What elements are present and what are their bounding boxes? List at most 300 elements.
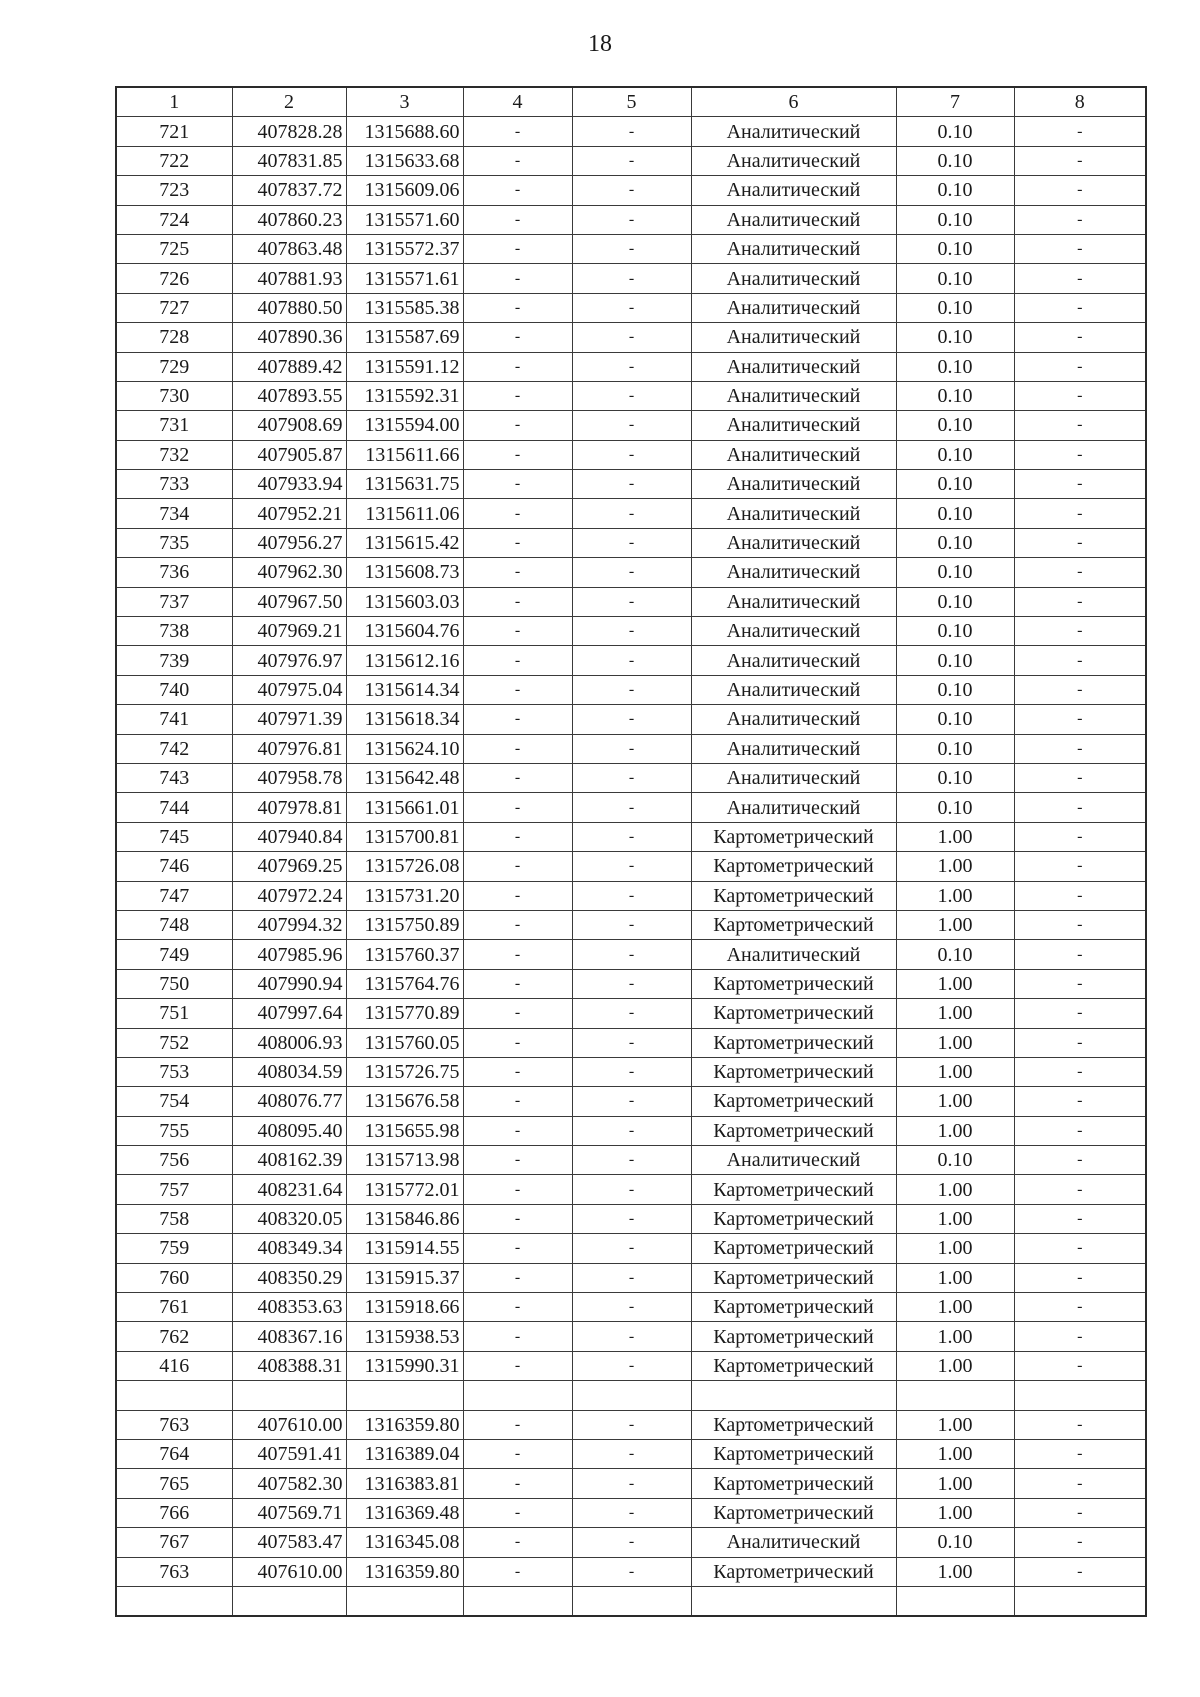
cell-point-number: 729: [116, 352, 232, 381]
cell-y-coordinate: 1315624.10: [346, 734, 463, 763]
cell-accuracy: 0.10: [896, 646, 1014, 675]
cell-y-coordinate: 1315608.73: [346, 558, 463, 587]
cell-point-number: 761: [116, 1293, 232, 1322]
cell-col-5: -: [572, 793, 691, 822]
cell-col-4: -: [463, 1087, 572, 1116]
cell-point-number: 722: [116, 146, 232, 175]
table-row: [116, 910, 1146, 939]
cell-x-coordinate: 407997.64: [232, 999, 346, 1028]
cell-x-coordinate: 408006.93: [232, 1028, 346, 1057]
cell-method: Аналитический: [691, 940, 896, 969]
cell-accuracy: 1.00: [896, 1116, 1014, 1145]
cell-accuracy: 1.00: [896, 852, 1014, 881]
cell-method: Картометрический: [691, 881, 896, 910]
cell-x-coordinate: 407837.72: [232, 176, 346, 205]
cell-point-number: 759: [116, 1234, 232, 1263]
cell-method: Картометрический: [691, 1439, 896, 1468]
cell-col-4: -: [463, 176, 572, 205]
cell-point-number: 748: [116, 910, 232, 939]
table-row: [116, 852, 1146, 881]
cell-col-5: -: [572, 264, 691, 293]
cell-method: Аналитический: [691, 146, 896, 175]
cell-accuracy: 0.10: [896, 587, 1014, 616]
cell-col-4: -: [463, 440, 572, 469]
table-row: [116, 969, 1146, 998]
cell-col-8: -: [1014, 411, 1146, 440]
cell-point-number: 736: [116, 558, 232, 587]
cell-col-4: -: [463, 234, 572, 263]
cell-col-5: -: [572, 1028, 691, 1057]
cell-y-coordinate: 1315846.86: [346, 1204, 463, 1233]
cell-y-coordinate: 1315611.06: [346, 499, 463, 528]
table-row: [116, 352, 1146, 381]
cell-col-4: -: [463, 323, 572, 352]
cell-col-5: -: [572, 1469, 691, 1498]
cell-x-coordinate: 408162.39: [232, 1146, 346, 1175]
cell-y-coordinate: 1315676.58: [346, 1087, 463, 1116]
cell-col-5: -: [572, 881, 691, 910]
cell-point-number: 724: [116, 205, 232, 234]
cell-col-4: -: [463, 793, 572, 822]
cell-point-number: 738: [116, 617, 232, 646]
cell-col-4: -: [463, 822, 572, 851]
cell-point-number: 766: [116, 1498, 232, 1527]
cell-col-5: [572, 1381, 691, 1410]
cell-col-4: -: [463, 293, 572, 322]
cell-x-coordinate: 408034.59: [232, 1057, 346, 1086]
cell-point-number: 739: [116, 646, 232, 675]
cell-col-4: -: [463, 1146, 572, 1175]
cell-method: Аналитический: [691, 1146, 896, 1175]
cell-accuracy: 0.10: [896, 499, 1014, 528]
cell-x-coordinate: 407990.94: [232, 969, 346, 998]
cell-point-number: 764: [116, 1439, 232, 1468]
coordinates-table: [115, 86, 1147, 1617]
cell-y-coordinate: 1315914.55: [346, 1234, 463, 1263]
table-row: [116, 1146, 1146, 1175]
table-row: [116, 440, 1146, 469]
cell-y-coordinate: 1315585.38: [346, 293, 463, 322]
cell-method: Аналитический: [691, 381, 896, 410]
table-header: [116, 87, 1146, 117]
cell-x-coordinate: 408388.31: [232, 1351, 346, 1380]
cell-method: Аналитический: [691, 705, 896, 734]
cell-accuracy: 0.10: [896, 352, 1014, 381]
table-row: [116, 176, 1146, 205]
cell-col-4: -: [463, 940, 572, 969]
cell-col-5: -: [572, 1498, 691, 1527]
cell-accuracy: 1.00: [896, 1439, 1014, 1468]
cell-col-5: -: [572, 323, 691, 352]
table-row: [116, 881, 1146, 910]
cell-col-4: -: [463, 763, 572, 792]
cell-col-4: -: [463, 587, 572, 616]
cell-accuracy: 0.10: [896, 705, 1014, 734]
cell-x-coordinate: 407890.36: [232, 323, 346, 352]
cell-col-8: -: [1014, 528, 1146, 557]
cell-y-coordinate: 1315915.37: [346, 1263, 463, 1292]
cell-method: Аналитический: [691, 293, 896, 322]
cell-col-8: -: [1014, 323, 1146, 352]
cell-col-5: -: [572, 352, 691, 381]
cell-x-coordinate: 407994.32: [232, 910, 346, 939]
cell-accuracy: 0.10: [896, 146, 1014, 175]
cell-point-number: 751: [116, 999, 232, 1028]
cell-accuracy: 1.00: [896, 822, 1014, 851]
cell-point-number: 745: [116, 822, 232, 851]
cell-point-number: 763: [116, 1557, 232, 1586]
cell-accuracy: 1.00: [896, 1087, 1014, 1116]
cell-col-8: -: [1014, 1263, 1146, 1292]
cell-accuracy: 1.00: [896, 969, 1014, 998]
cell-col-8: -: [1014, 205, 1146, 234]
cell-y-coordinate: 1315726.75: [346, 1057, 463, 1086]
cell-x-coordinate: 407956.27: [232, 528, 346, 557]
cell-point-number: 416: [116, 1351, 232, 1380]
cell-point-number: 749: [116, 940, 232, 969]
table-row: [116, 705, 1146, 734]
cell-col-5: -: [572, 470, 691, 499]
cell-col-8: [1014, 1381, 1146, 1410]
cell-col-5: -: [572, 646, 691, 675]
cell-y-coordinate: 1315760.05: [346, 1028, 463, 1057]
cell-col-5: -: [572, 1322, 691, 1351]
cell-y-coordinate: 1315726.08: [346, 852, 463, 881]
cell-col-8: -: [1014, 1057, 1146, 1086]
table-row: [116, 558, 1146, 587]
cell-x-coordinate: 407905.87: [232, 440, 346, 469]
cell-method: Картометрический: [691, 1234, 896, 1263]
cell-col-8: -: [1014, 499, 1146, 528]
cell-accuracy: 0.10: [896, 293, 1014, 322]
table-row: [116, 264, 1146, 293]
table-row: [116, 528, 1146, 557]
table-row: [116, 381, 1146, 410]
cell-accuracy: 0.10: [896, 763, 1014, 792]
cell-point-number: 727: [116, 293, 232, 322]
cell-col-8: [1014, 1586, 1146, 1616]
cell-col-4: -: [463, 1439, 572, 1468]
cell-x-coordinate: 407582.30: [232, 1469, 346, 1498]
cell-col-8: -: [1014, 470, 1146, 499]
cell-method: Картометрический: [691, 1410, 896, 1439]
cell-col-4: -: [463, 1469, 572, 1498]
table-row: [116, 1057, 1146, 1086]
cell-accuracy: 1.00: [896, 1322, 1014, 1351]
cell-point-number: 756: [116, 1146, 232, 1175]
cell-accuracy: 0.10: [896, 470, 1014, 499]
cell-col-8: -: [1014, 617, 1146, 646]
cell-point-number: 732: [116, 440, 232, 469]
cell-accuracy: 1.00: [896, 1410, 1014, 1439]
cell-x-coordinate: 408320.05: [232, 1204, 346, 1233]
cell-col-8: -: [1014, 264, 1146, 293]
cell-x-coordinate: 407958.78: [232, 763, 346, 792]
cell-x-coordinate: 407978.81: [232, 793, 346, 822]
cell-col-5: -: [572, 1439, 691, 1468]
table-row: [116, 1293, 1146, 1322]
cell-accuracy: 0.10: [896, 117, 1014, 146]
cell-y-coordinate: 1315614.34: [346, 675, 463, 704]
cell-point-number: 744: [116, 793, 232, 822]
cell-col-8: -: [1014, 1351, 1146, 1380]
cell-col-8: -: [1014, 999, 1146, 1028]
header-col-7: 7: [896, 87, 1014, 117]
cell-accuracy: 0.10: [896, 940, 1014, 969]
table-row: [116, 1322, 1146, 1351]
cell-point-number: [116, 1586, 232, 1616]
cell-y-coordinate: 1315571.61: [346, 264, 463, 293]
cell-x-coordinate: 407860.23: [232, 205, 346, 234]
cell-x-coordinate: 408367.16: [232, 1322, 346, 1351]
cell-y-coordinate: 1316383.81: [346, 1469, 463, 1498]
table-row: [116, 1557, 1146, 1586]
table-row: [116, 470, 1146, 499]
cell-x-coordinate: 407940.84: [232, 822, 346, 851]
table-row: [116, 675, 1146, 704]
cell-method: Аналитический: [691, 411, 896, 440]
cell-col-8: -: [1014, 1498, 1146, 1527]
cell-x-coordinate: 407610.00: [232, 1557, 346, 1586]
cell-y-coordinate: 1315760.37: [346, 940, 463, 969]
table-row: [116, 234, 1146, 263]
cell-x-coordinate: 408076.77: [232, 1087, 346, 1116]
cell-x-coordinate: [232, 1381, 346, 1410]
header-col-3: 3: [346, 87, 463, 117]
cell-col-4: -: [463, 1293, 572, 1322]
cell-col-5: -: [572, 617, 691, 646]
cell-method: Аналитический: [691, 646, 896, 675]
cell-col-8: -: [1014, 822, 1146, 851]
cell-method: Аналитический: [691, 440, 896, 469]
cell-y-coordinate: 1315633.68: [346, 146, 463, 175]
cell-point-number: 755: [116, 1116, 232, 1145]
table-row: [116, 1175, 1146, 1204]
table-row: [116, 1439, 1146, 1468]
table-row: [116, 1381, 1146, 1410]
cell-col-5: -: [572, 234, 691, 263]
cell-method: Аналитический: [691, 734, 896, 763]
cell-col-4: -: [463, 1498, 572, 1527]
cell-method: Аналитический: [691, 264, 896, 293]
table-row: [116, 323, 1146, 352]
cell-col-8: -: [1014, 1557, 1146, 1586]
cell-x-coordinate: 407880.50: [232, 293, 346, 322]
cell-accuracy: 1.00: [896, 1293, 1014, 1322]
cell-col-5: -: [572, 117, 691, 146]
cell-method: Картометрический: [691, 1263, 896, 1292]
cell-col-4: -: [463, 146, 572, 175]
cell-accuracy: 0.10: [896, 1528, 1014, 1557]
cell-x-coordinate: 407828.28: [232, 117, 346, 146]
table-row: [116, 1498, 1146, 1527]
cell-y-coordinate: 1315591.12: [346, 352, 463, 381]
cell-y-coordinate: 1316369.48: [346, 1498, 463, 1527]
header-col-2: 2: [232, 87, 346, 117]
cell-point-number: 747: [116, 881, 232, 910]
cell-y-coordinate: 1315688.60: [346, 117, 463, 146]
cell-accuracy: 1.00: [896, 1557, 1014, 1586]
cell-col-5: -: [572, 558, 691, 587]
cell-y-coordinate: 1315612.16: [346, 646, 463, 675]
cell-col-4: -: [463, 1175, 572, 1204]
cell-accuracy: 1.00: [896, 881, 1014, 910]
table-row: [116, 1410, 1146, 1439]
cell-method: Картометрический: [691, 1322, 896, 1351]
cell-col-5: -: [572, 1146, 691, 1175]
cell-method: Аналитический: [691, 205, 896, 234]
cell-col-5: -: [572, 705, 691, 734]
cell-col-4: -: [463, 910, 572, 939]
cell-point-number: 742: [116, 734, 232, 763]
cell-y-coordinate: 1315594.00: [346, 411, 463, 440]
cell-col-5: -: [572, 1234, 691, 1263]
cell-col-4: -: [463, 734, 572, 763]
cell-x-coordinate: 407583.47: [232, 1528, 346, 1557]
cell-col-5: -: [572, 1293, 691, 1322]
cell-col-8: -: [1014, 440, 1146, 469]
cell-col-5: -: [572, 205, 691, 234]
cell-y-coordinate: [346, 1381, 463, 1410]
cell-col-8: -: [1014, 558, 1146, 587]
cell-y-coordinate: 1315938.53: [346, 1322, 463, 1351]
cell-point-number: 746: [116, 852, 232, 881]
cell-col-5: -: [572, 1557, 691, 1586]
cell-point-number: 754: [116, 1087, 232, 1116]
cell-method: Аналитический: [691, 675, 896, 704]
cell-accuracy: [896, 1586, 1014, 1616]
cell-method: Картометрический: [691, 1498, 896, 1527]
cell-method: Аналитический: [691, 558, 896, 587]
table-row: [116, 117, 1146, 146]
cell-method: [691, 1586, 896, 1616]
cell-col-5: -: [572, 1175, 691, 1204]
cell-x-coordinate: 407976.97: [232, 646, 346, 675]
cell-col-8: -: [1014, 117, 1146, 146]
table-row: [116, 999, 1146, 1028]
cell-method: Картометрический: [691, 1116, 896, 1145]
cell-accuracy: 0.10: [896, 381, 1014, 410]
cell-point-number: 726: [116, 264, 232, 293]
cell-x-coordinate: 407985.96: [232, 940, 346, 969]
cell-method: Аналитический: [691, 352, 896, 381]
cell-col-4: [463, 1381, 572, 1410]
cell-accuracy: 1.00: [896, 1028, 1014, 1057]
cell-col-8: -: [1014, 1146, 1146, 1175]
table-row: [116, 1234, 1146, 1263]
cell-accuracy: 1.00: [896, 1175, 1014, 1204]
cell-x-coordinate: 407962.30: [232, 558, 346, 587]
cell-col-8: -: [1014, 381, 1146, 410]
table-row: [116, 1351, 1146, 1380]
table-row: [116, 411, 1146, 440]
cell-y-coordinate: 1315603.03: [346, 587, 463, 616]
cell-x-coordinate: 407591.41: [232, 1439, 346, 1468]
cell-method: Картометрический: [691, 999, 896, 1028]
cell-accuracy: 1.00: [896, 1351, 1014, 1380]
cell-y-coordinate: 1315631.75: [346, 470, 463, 499]
cell-point-number: 740: [116, 675, 232, 704]
cell-col-4: -: [463, 499, 572, 528]
cell-col-4: -: [463, 352, 572, 381]
cell-accuracy: 0.10: [896, 617, 1014, 646]
cell-col-4: -: [463, 852, 572, 881]
cell-point-number: 725: [116, 234, 232, 263]
table-row: [116, 822, 1146, 851]
cell-col-5: -: [572, 852, 691, 881]
cell-method: Аналитический: [691, 1528, 896, 1557]
cell-accuracy: 0.10: [896, 411, 1014, 440]
cell-col-4: -: [463, 1322, 572, 1351]
cell-method: Аналитический: [691, 176, 896, 205]
cell-point-number: 750: [116, 969, 232, 998]
cell-x-coordinate: 407893.55: [232, 381, 346, 410]
cell-col-4: -: [463, 1028, 572, 1057]
table-row: [116, 1087, 1146, 1116]
cell-col-5: -: [572, 822, 691, 851]
cell-col-8: -: [1014, 852, 1146, 881]
cell-col-8: -: [1014, 1322, 1146, 1351]
cell-col-4: -: [463, 1410, 572, 1439]
cell-point-number: 767: [116, 1528, 232, 1557]
table-row: [116, 793, 1146, 822]
cell-col-5: -: [572, 1263, 691, 1292]
cell-col-5: -: [572, 440, 691, 469]
cell-col-8: -: [1014, 1439, 1146, 1468]
cell-col-5: -: [572, 381, 691, 410]
cell-method: Аналитический: [691, 117, 896, 146]
cell-y-coordinate: 1315750.89: [346, 910, 463, 939]
cell-col-5: -: [572, 1410, 691, 1439]
cell-point-number: 743: [116, 763, 232, 792]
cell-method: Картометрический: [691, 969, 896, 998]
table-row: [116, 1204, 1146, 1233]
cell-accuracy: 0.10: [896, 528, 1014, 557]
cell-col-5: -: [572, 1528, 691, 1557]
cell-accuracy: 0.10: [896, 205, 1014, 234]
cell-point-number: 737: [116, 587, 232, 616]
cell-y-coordinate: 1315764.76: [346, 969, 463, 998]
cell-col-8: -: [1014, 910, 1146, 939]
cell-point-number: 728: [116, 323, 232, 352]
cell-x-coordinate: 407610.00: [232, 1410, 346, 1439]
cell-col-5: -: [572, 1351, 691, 1380]
cell-col-8: -: [1014, 1469, 1146, 1498]
cell-method: Картометрический: [691, 1028, 896, 1057]
table-row: [116, 499, 1146, 528]
cell-col-4: -: [463, 528, 572, 557]
cell-method: Аналитический: [691, 587, 896, 616]
cell-col-8: -: [1014, 146, 1146, 175]
cell-col-8: -: [1014, 234, 1146, 263]
cell-point-number: 752: [116, 1028, 232, 1057]
header-row: [116, 87, 1146, 117]
header-col-8: 8: [1014, 87, 1146, 117]
header-col-6: 6: [691, 87, 896, 117]
cell-method: Картометрический: [691, 1087, 896, 1116]
cell-col-5: -: [572, 176, 691, 205]
table-row: [116, 1116, 1146, 1145]
cell-y-coordinate: 1315700.81: [346, 822, 463, 851]
cell-x-coordinate: 407952.21: [232, 499, 346, 528]
cell-col-4: -: [463, 1234, 572, 1263]
cell-col-5: -: [572, 293, 691, 322]
cell-col-8: -: [1014, 1087, 1146, 1116]
cell-point-number: 763: [116, 1410, 232, 1439]
cell-method: Картометрический: [691, 1293, 896, 1322]
cell-col-4: -: [463, 117, 572, 146]
cell-point-number: 731: [116, 411, 232, 440]
